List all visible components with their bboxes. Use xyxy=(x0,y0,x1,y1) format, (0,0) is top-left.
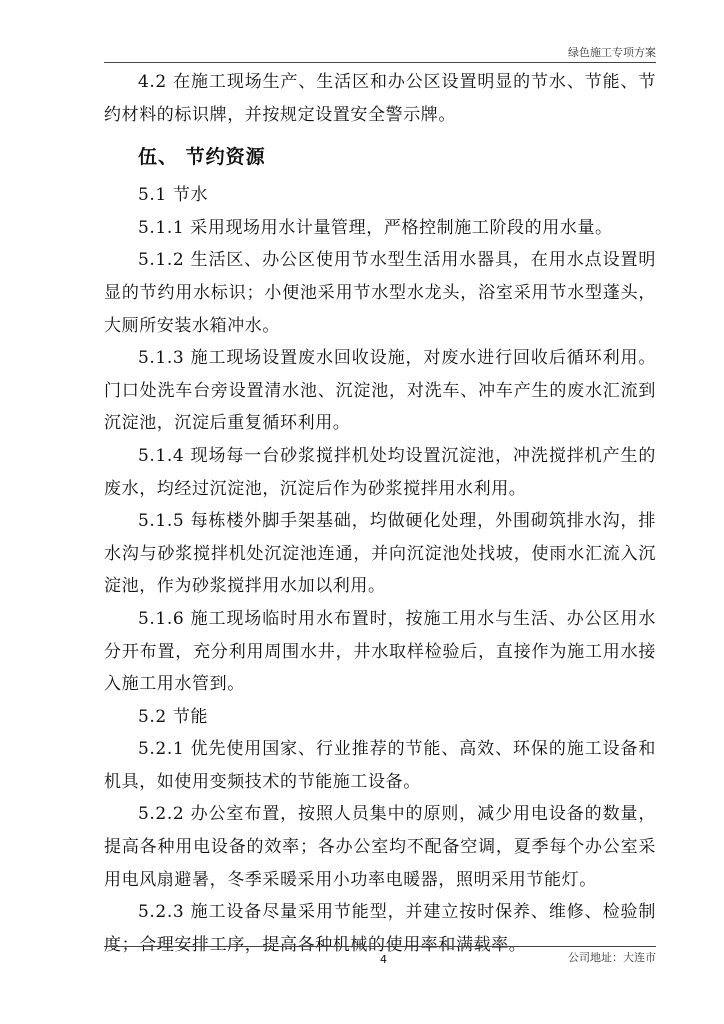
subheading-5-1: 5.1 节水 xyxy=(138,185,209,206)
section-heading: 伍、 节约资源 xyxy=(138,146,266,169)
paragraph-5-1-4: 5.1.4 现场每一台砂浆搅拌机处均设置沉淀池，冲洗搅拌机产生的废水，均经过沉淀池，沉淀后作为砂浆搅拌用水利用。 xyxy=(104,445,656,499)
subheading-5-2: 5.2 节能 xyxy=(138,706,209,727)
paragraph-5-2-3: 5.2.3 施工设备尽量采用节能型，并建立按时保养、维修、检验制度；合理安排工序，提高各种机械的使用率和满载率。 xyxy=(104,902,656,955)
paragraph-5-1-5: 5.1.5 每栋楼外脚手架基础，均做硬化处理，外围砌筑排水沟，排水沟与砂浆搅拌机处沉淀池连通，并向沉淀池处找坡，使雨水汇流入沉淀池，作为砂浆搅拌用水加以利用。 xyxy=(104,511,656,597)
paragraph-4-2: 4.2 在施工现场生产、生活区和办公区设置明显的节水、节能、节约材料的标识牌，并按规定设置安全警示牌。 xyxy=(104,72,656,125)
paragraph-5-2-1: 5.2.1 优先使用国家、行业推荐的节能、高效、环保的施工设备和机具，如使用变频技术的节能施工设备。 xyxy=(104,739,656,792)
paragraph-5-1-2: 5.1.2 生活区、办公区使用节水型生活用水器具，在用水点设置明显的节约用水标识；小便池采用节水型水龙头，浴室采用节水型蓬头，大厕所安装水箱冲水。 xyxy=(104,250,656,336)
page-header xyxy=(104,30,656,63)
page-number: 4 xyxy=(380,953,387,966)
document-body xyxy=(104,66,656,961)
paragraph-5-1-1: 5.1.1 采用现场用水计量管理，严格控制施工阶段的用水量。 xyxy=(138,217,613,238)
paragraph-5-1-6: 5.1.6 施工现场临时用水布置时，按施工用水与生活、办公区用水分开布置，充分利用周围水井，井水取样检验后，直接作为施工用水接入施工用水管到。 xyxy=(104,608,656,695)
paragraph-5-2-2: 5.2.2 办公室布置，按照人员集中的原则，减少用电设备的数量，提高各种用电设备的效率；各办公室均不配备空调，夏季每个办公室采用电风扇避暑，冬季采暖采用小功率电暖器，照明采用节能灯。 xyxy=(104,804,656,890)
page-footer xyxy=(104,946,656,973)
company-address: 公司地址：大连市 xyxy=(568,951,656,964)
header-title: 绿色施工专项方案 xyxy=(568,46,656,59)
paragraph-5-1-3: 5.1.3 施工现场设置废水回收设施，对废水进行回收后循环利用。门口处洗车台旁设置清水池、沉淀池，对洗车、冲车产生的废水汇流到沉淀池，沉淀后重复循环利用。 xyxy=(104,348,656,434)
